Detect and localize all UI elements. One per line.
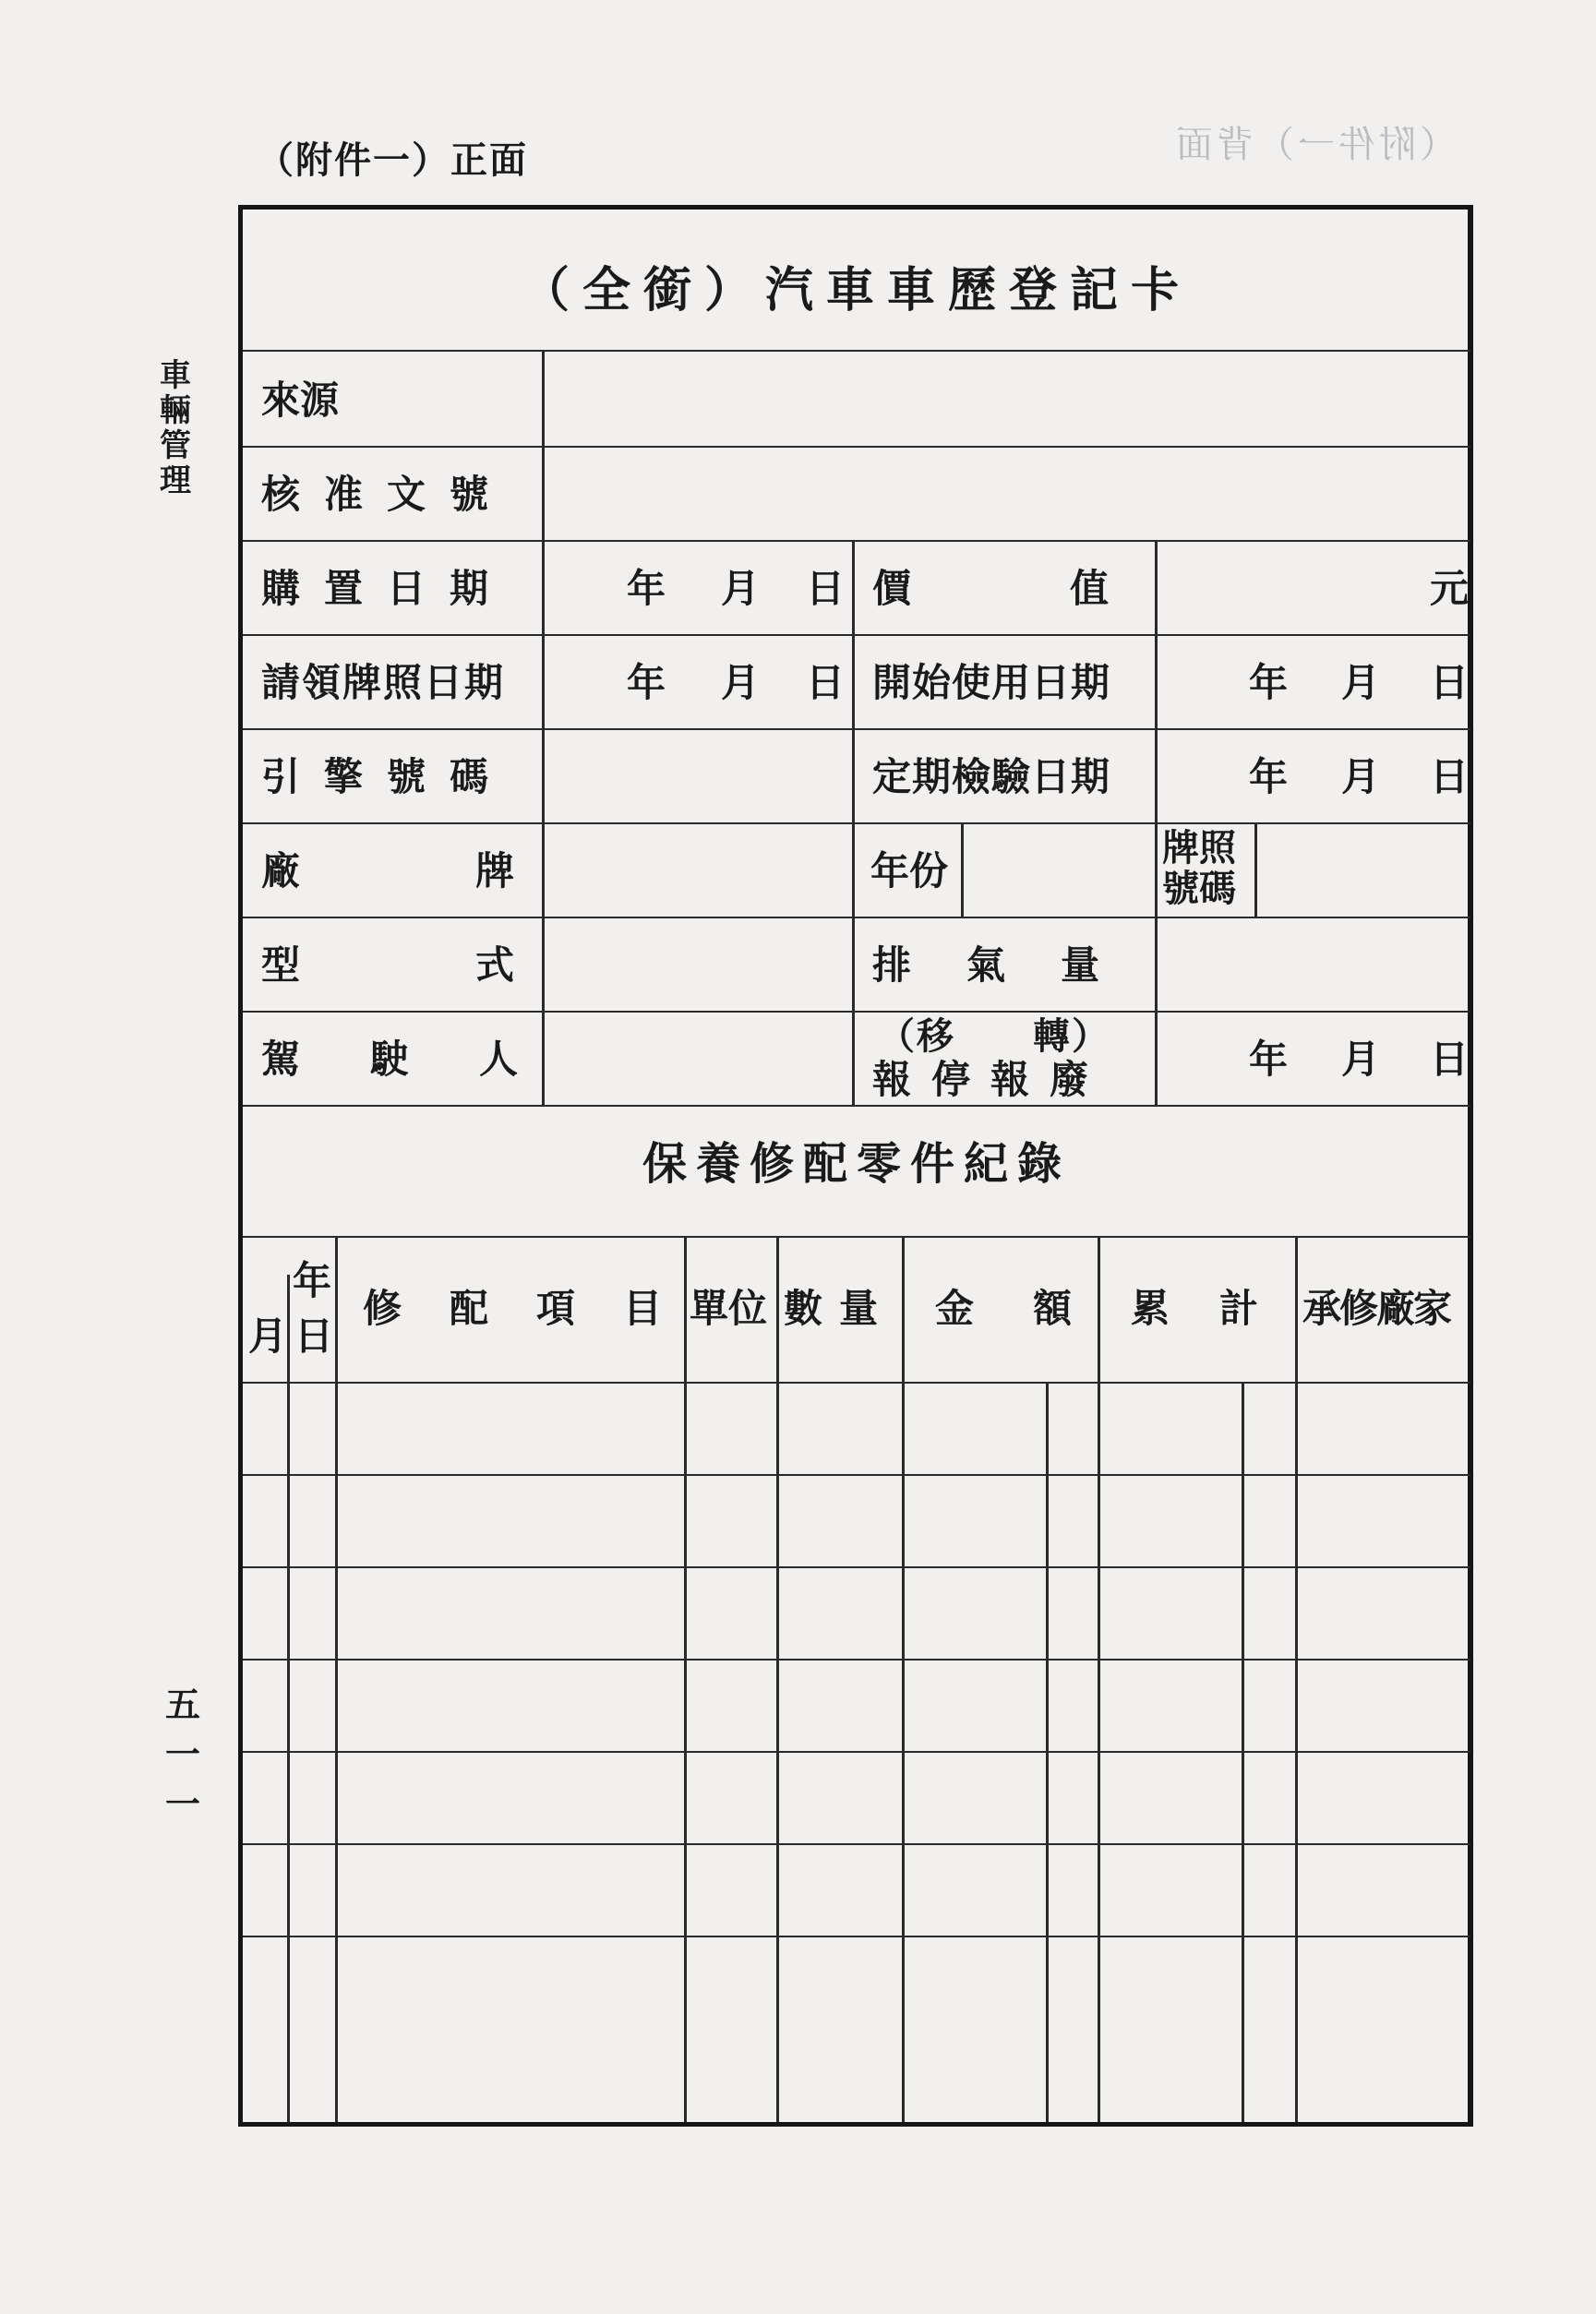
rule xyxy=(684,1236,687,2122)
header-year: 年 xyxy=(293,1258,332,1303)
disposal-month-unit: 月 xyxy=(1341,1037,1381,1082)
rule xyxy=(243,1382,1470,1384)
bleed-through-label: （附件一）背面 xyxy=(1172,124,1457,166)
maintenance-section-title: 保養修配零件紀錄 xyxy=(642,1138,1071,1190)
start-day-unit: 日 xyxy=(1430,660,1470,705)
label-maker: 廠牌 xyxy=(261,848,690,893)
label-year: 年份 xyxy=(870,848,949,893)
plate-day-unit: 日 xyxy=(806,660,846,705)
rule xyxy=(243,634,1470,636)
rule xyxy=(243,917,1470,918)
plate-year-unit: 年 xyxy=(627,660,666,705)
rule xyxy=(243,1105,1470,1107)
purchase-year-unit: 年 xyxy=(627,566,666,611)
rule xyxy=(243,1236,1470,1238)
page-number: 五 一 一 xyxy=(164,1685,200,1825)
start-year-unit: 年 xyxy=(1249,660,1289,705)
label-approval-no: 核准文號 xyxy=(261,472,513,517)
label-plate-no-1: 牌照 xyxy=(1162,827,1236,869)
attachment-label: （附件一）正面 xyxy=(257,139,528,182)
currency-unit: 元 xyxy=(1430,566,1470,611)
header-item: 修配項目 xyxy=(363,1286,711,1331)
rule xyxy=(1046,1382,1049,2122)
purchase-month-unit: 月 xyxy=(721,566,761,611)
label-source: 來源 xyxy=(261,378,340,423)
label-model: 型式 xyxy=(261,942,690,988)
label-inspection-date: 定期檢驗日期 xyxy=(872,754,1111,799)
side-section-label: 車 輛 管 理 xyxy=(160,357,191,499)
label-engine-no: 引擎號碼 xyxy=(261,754,513,799)
label-driver: 駕駛人 xyxy=(261,1037,589,1082)
rule xyxy=(243,446,1470,448)
header-day: 日 xyxy=(294,1313,334,1359)
header-amount: 金額 xyxy=(935,1286,1132,1331)
header-qty: 數量 xyxy=(784,1286,895,1331)
rule xyxy=(243,1751,1470,1753)
purchase-day-unit: 日 xyxy=(806,566,846,611)
inspect-day-unit: 日 xyxy=(1430,754,1470,799)
vehicle-record-card xyxy=(238,205,1473,2127)
rule xyxy=(287,1275,290,2122)
header-repairer: 承修廠家 xyxy=(1302,1286,1451,1331)
header-month: 月 xyxy=(248,1313,288,1359)
header-cumulative: 累計 xyxy=(1131,1286,1309,1331)
rule xyxy=(243,822,1470,824)
label-displacement: 排氣量 xyxy=(872,942,1156,988)
disposal-day-unit: 日 xyxy=(1430,1037,1470,1082)
rule xyxy=(243,540,1470,542)
rule xyxy=(243,1659,1470,1661)
rule xyxy=(1295,1236,1298,2122)
start-month-unit: 月 xyxy=(1341,660,1381,705)
label-value: 價值 xyxy=(872,566,1268,611)
label-disposal-2: 報停報廢 xyxy=(872,1057,1110,1102)
rule xyxy=(902,1236,905,2122)
rule xyxy=(852,540,855,1105)
rule xyxy=(961,822,964,917)
rule xyxy=(243,350,1470,352)
header-unit: 單位 xyxy=(690,1286,768,1331)
rule xyxy=(335,1236,338,2122)
rule xyxy=(243,728,1470,730)
rule xyxy=(243,1474,1470,1476)
rule xyxy=(1155,540,1158,1105)
rule xyxy=(243,1566,1470,1568)
label-plate-apply-date: 請領牌照日期 xyxy=(261,660,506,705)
rule xyxy=(243,1936,1470,1937)
label-start-use-date: 開始使用日期 xyxy=(872,660,1111,705)
rule xyxy=(1254,822,1257,917)
label-disposal-1: （移 轉） xyxy=(878,1015,1110,1058)
inspect-month-unit: 月 xyxy=(1341,754,1381,799)
inspect-year-unit: 年 xyxy=(1249,754,1289,799)
label-plate-no-2: 號碼 xyxy=(1162,868,1236,910)
rule xyxy=(243,1011,1470,1013)
rule xyxy=(1242,1382,1244,2122)
disposal-year-unit: 年 xyxy=(1249,1037,1289,1082)
rule xyxy=(542,350,545,1105)
label-purchase-date: 購置日期 xyxy=(261,566,513,611)
rule xyxy=(243,1843,1470,1845)
card-title: （全銜）汽車車歷登記卡 xyxy=(521,263,1192,318)
rule xyxy=(776,1236,779,2122)
plate-month-unit: 月 xyxy=(721,660,761,705)
rule xyxy=(1098,1236,1100,2122)
